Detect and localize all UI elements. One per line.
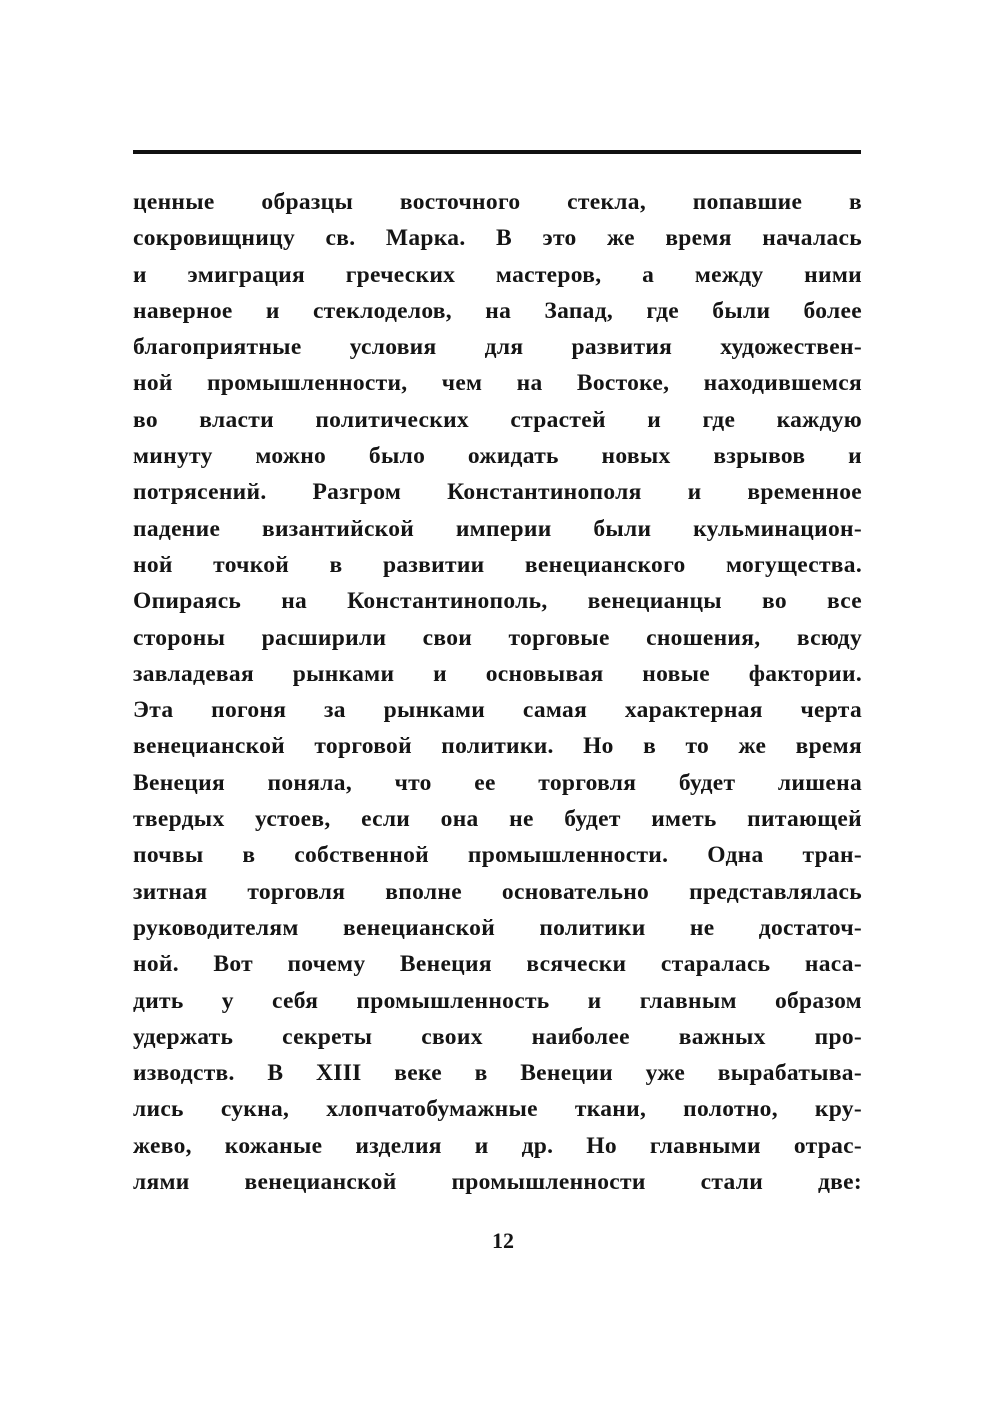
text-line: ной точкой в развитии венецианского могущества.: [133, 551, 862, 578]
text-line: Эта погоня за рынками самая характерная черта: [133, 697, 862, 724]
text-line: удержать секреты своих наиболее важных про-: [133, 1023, 862, 1050]
page-number: 12: [492, 1228, 514, 1253]
text-line: ной промышленности, чем на Востоке, находившемся: [133, 370, 862, 397]
text-line: руководителям венецианской политики не достаточ-: [133, 914, 862, 941]
text-line: во власти политических страстей и где каждую: [133, 406, 862, 433]
text-line: зитная торговля вполне основательно представлялась: [133, 878, 862, 905]
text-line: стороны расширили свои торговые сношения, всюду: [133, 624, 862, 651]
text-line: и эмиграция греческих мастеров, а между ними: [133, 261, 862, 288]
text-line: минуту можно было ожидать новых взрывов и: [133, 443, 862, 470]
text-line: падение византийской империи были кульминацион-: [133, 515, 862, 542]
text-line: наверное и стеклоделов, на Запад, где были более: [133, 297, 862, 324]
text-line: жево, кожаные изделия и др. Но главными отрас-: [133, 1132, 862, 1159]
text-line: твердых устоев, если она не будет иметь питающей: [133, 806, 862, 833]
text-line: почвы в собственной промышленности. Одна тран-: [133, 842, 862, 869]
text-line: благоприятные условия для развития художествен-: [133, 334, 862, 361]
text-line: лями венецианской промышленности стали две:: [133, 1169, 862, 1196]
text-line: дить у себя промышленность и главным образом: [133, 987, 862, 1014]
text-line: изводств. В XIII веке в Венеции уже вырабатыва-: [133, 1060, 862, 1087]
header-rule: [133, 150, 861, 154]
text-line: ной. Вот почему Венеция всячески старалась наса-: [133, 951, 862, 978]
text-line: венецианской торговой политики. Но в то же время: [133, 733, 862, 760]
body-text: [133, 184, 862, 1200]
text-line: потрясений. Разгром Константинополя и временное: [133, 479, 862, 506]
text-line: Опираясь на Константинополь, венецианцы во все: [133, 588, 862, 615]
text-line: Венеция поняла, что ее торговля будет лишена: [133, 769, 862, 796]
text-line: сокровищницу св. Марка. В это же время началась: [133, 225, 862, 252]
text-line: лись сукна, хлопчатобумажные ткани, полотно, кру-: [133, 1096, 862, 1123]
text-line: завладевая рынками и основывая новые фактории.: [133, 660, 862, 687]
text-line: ценные образцы восточного стекла, попавшие в: [133, 189, 862, 215]
